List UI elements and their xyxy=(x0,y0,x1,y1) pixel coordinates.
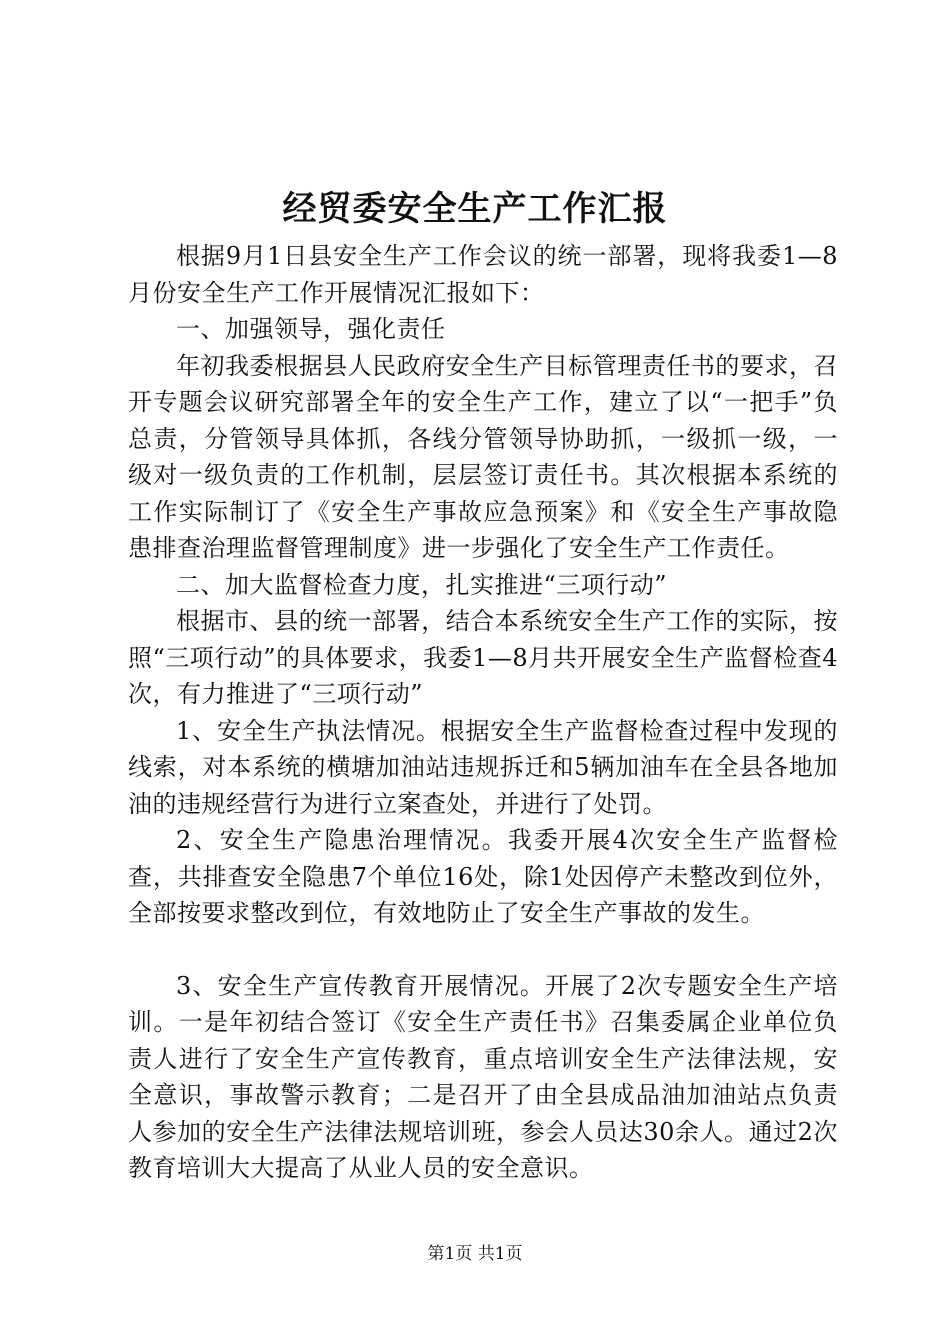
item-3-paragraph: 3、安全生产宣传教育开展情况。开展了2次专题安全生产培训。一是年初结合签订《安全生产责任书》召集委属企业单位负责人进行了安全生产宣传教育，重点培训安全生产法律法规，安全意识，事故警示教育；二是召开了由全县成品油加油站点负责人参加的安全生产法律法规培训班，参会人员达30余人。通过2次教育培训大大提高了从业人员的安全意识。 xyxy=(128,971,838,1182)
document-body xyxy=(128,238,838,1187)
item-1-paragraph: 1、安全生产执法情况。根据安全生产监督检查过程中发现的线索，对本系统的横塘加油站违规拆迁和5辆加油车在全县各地加油的违规经营行为进行立案查处，并进行了处罚。 xyxy=(128,716,838,818)
intro-paragraph: 根据9月1日县安全生产工作会议的统一部署，现将我委1—8月份安全生产工作开展情况汇报如下： xyxy=(128,242,838,307)
document-title: 经贸委安全生产工作汇报 xyxy=(282,189,668,229)
item-2-paragraph: 2、安全生产隐患治理情况。我委开展4次安全生产监督检查，共排查安全隐患7个单位16处，除1处因停产未整改到位外，全部按要求整改到位，有效地防止了安全生产事故的发生。 xyxy=(128,826,838,927)
section-1-paragraph: 年初我委根据县人民政府安全生产目标管理责任书的要求，召开专题会议研究部署全年的安全生产工作，建立了以“一把手”负总责，分管领导具体抓，各线分管领导协助抓，一级抓一级，一级对一级负责的工作机制，层层签订责任书。其次根据本系统的工作实际制订了《安全生产事故应急预案》和《安全生产事故隐患排查治理监督管理制度》进一步强化了安全生产工作责任。 xyxy=(128,351,838,562)
section-heading-2: 二、加大监督检查力度，扎实推进“三项行动” xyxy=(176,570,668,599)
section-2-paragraph: 根据市、县的统一部署，结合本系统安全生产工作的实际，按照“三项行动”的具体要求，我委1—8月共开展安全生产监督检查4次，有力推进了“三项行动” xyxy=(128,607,838,708)
page-footer: 第1页 共1页 xyxy=(427,1244,523,1264)
section-heading-1: 一、加强领导，强化责任 xyxy=(176,315,446,343)
